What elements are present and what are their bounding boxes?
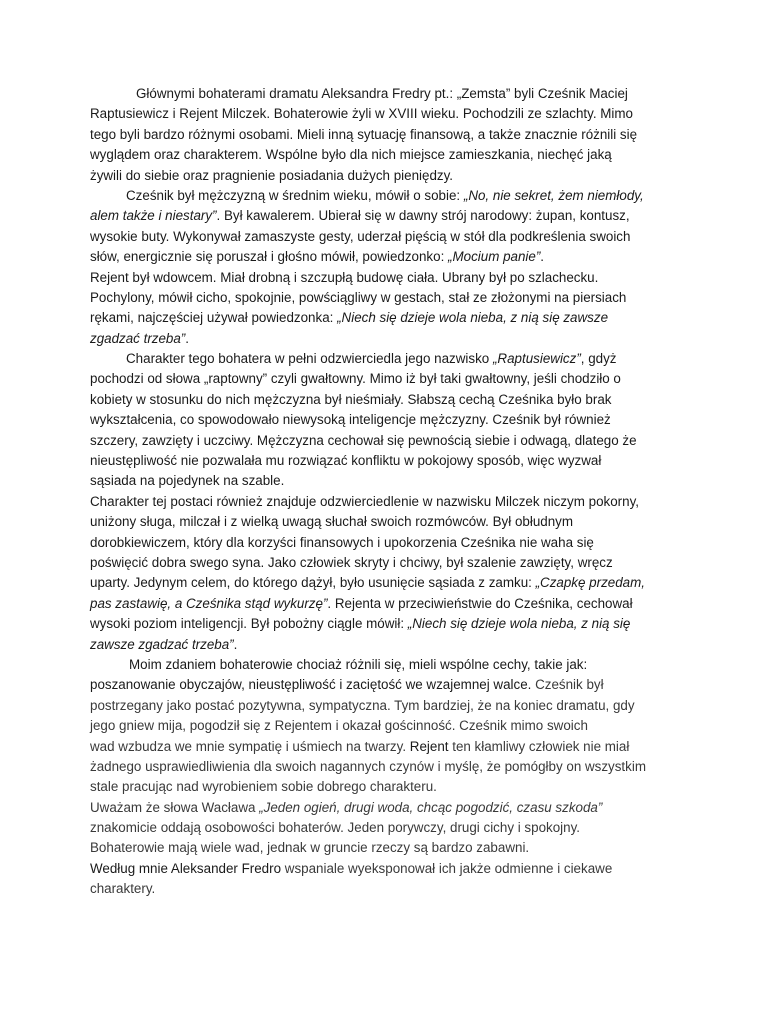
text-segment: „Mocium panie”: [448, 249, 541, 265]
text-line: [90, 798, 690, 818]
text-segment: „Niech się dzieje wola nieba, z nią się zawsze: [337, 310, 609, 326]
text-segment: wysoki poziom inteligencji. Był pobożny ciągle mówił:: [90, 616, 408, 632]
text-segment: .: [185, 330, 190, 346]
text-segment: pas zastawię, a Cześnika stąd wykurzę”: [90, 595, 328, 611]
text-segment: „No, nie sekret, żem niemłody,: [463, 187, 644, 203]
text-line: [90, 186, 690, 206]
text-line: [90, 247, 690, 267]
text-line: [90, 573, 690, 593]
text-segment: Charakter tej postaci również znajduje odzwierciedlenie w nazwisku Milczek niczym pokorny,: [90, 493, 639, 509]
text-segment: wyglądem oraz charakterem. Wspólne było dla nich miejsce zamieszkania, niechęć jaką: [90, 147, 612, 163]
text-line: [90, 655, 690, 675]
text-segment: Cześnik był mężczyzną w średnim wieku, mówił o sobie:: [126, 187, 464, 203]
text-line: [90, 675, 690, 695]
text-segment: jego gniew mija, pogodził się z Rejentem i okazał gościnność. Cześnik mimo swoich: [90, 718, 588, 734]
text-line: [90, 737, 690, 757]
text-segment: alem także i niestary”: [90, 208, 217, 224]
text-segment: stale pracując nad wyrobieniem sobie dobrego charakteru.: [90, 779, 437, 795]
text-segment: kobiety w stosunku do nich mężczyzna był nieśmiały. Słabszą cechą Cześnika było brak: [90, 391, 612, 407]
text-line: [90, 512, 690, 532]
text-segment: szczery, zawzięty i uczciwy. Mężczyzna cechował się pewnością siebie i odwagą, dlatego że: [90, 432, 637, 448]
text-segment: słów, energicznie się poruszał i głośno mówił, powiedzonko:: [90, 249, 449, 265]
text-segment: Według mnie Aleksander Fredro: [90, 860, 282, 876]
text-segment: wykształcenia, co spowodowało niewysoką inteligencje mężczyzny. Cześnik był również: [90, 412, 611, 428]
text-segment: Raptusiewicz i Rejent Milczek. Bohaterowie żyli w XVIII wieku. Pochodzili ze szlachty. Mimo: [90, 106, 634, 122]
text-line: [90, 125, 690, 145]
text-line: [90, 369, 690, 389]
text-segment: Bohaterowie mają wiele wad, jednak w gruncie rzeczy są bardzo zabawni.: [90, 840, 530, 856]
text-line: [90, 533, 690, 553]
text-line: [90, 716, 690, 736]
text-line: [90, 594, 690, 614]
text-segment: „Raptusiewicz”: [492, 351, 581, 367]
text-segment: rękami, najczęściej używał powiedzonka:: [90, 310, 338, 326]
text-line: [90, 410, 690, 430]
text-segment: dorobkiewiczem, który dla korzyści finansowych i upokorzenia Cześnika nie waha się: [90, 534, 594, 550]
text-line: [90, 308, 690, 328]
text-segment: Pochylony, mówił cicho, spokojnie, powściągliwy w gestach, stał ze złożonymi na piersiach: [90, 289, 627, 305]
text-line: [90, 818, 690, 838]
text-segment: Rejent był wdowcem. Miał drobną i szczupłą budowę ciała. Ubrany był po szlachecku.: [90, 269, 599, 285]
text-segment: . Rejenta w przeciwieństwie do Cześnika, cechował: [327, 595, 633, 611]
text-segment: wysokie buty. Wykonywał zamaszyste gesty, uderzał pięścią w stół dla podkreślenia swoich: [90, 228, 631, 244]
text-segment: wspaniale wyeksponował ich jakże odmienne i ciekawe: [281, 860, 613, 876]
text-line: [90, 84, 690, 104]
text-line: [90, 145, 690, 165]
text-segment: „Jeden ogień, drugi woda, chcąc pogodzić, czasu szkoda”: [259, 799, 603, 815]
text-line: [90, 838, 690, 858]
text-line: [90, 166, 690, 186]
text-segment: zgadzać trzeba”: [90, 330, 186, 346]
text-segment: uparty. Jedynym celem, do którego dążył, było usunięcie sąsiada z zamku:: [90, 575, 536, 591]
text-line: [90, 859, 690, 879]
text-segment: zawsze zgadzać trzeba”: [90, 636, 234, 652]
text-line: [90, 206, 690, 226]
text-segment: tego byli bardzo różnymi osobami. Mieli inną sytuację finansową, a także znacznie różnili się: [90, 126, 638, 142]
text-line: [90, 227, 690, 247]
text-line: [90, 635, 690, 655]
text-line: [90, 757, 690, 777]
text-line: [90, 431, 690, 451]
text-line: [90, 777, 690, 797]
text-segment: znakomicie oddają osobowości bohaterów. Jeden porywczy, drugi cichy i spokojny.: [90, 820, 581, 836]
text-segment: uniżony sługa, milczał i z wielką uwagą słuchał swoich rozmówców. Był obłudnym: [90, 514, 574, 530]
text-line: [90, 104, 690, 124]
text-segment: żywili do siebie oraz pragnienie posiadania dużych pieniędzy.: [90, 167, 454, 183]
text-segment: .: [233, 636, 238, 652]
text-segment: Rejent: [409, 738, 449, 754]
text-line: [90, 614, 690, 634]
text-line: [90, 288, 690, 308]
text-line: [90, 349, 690, 369]
text-segment: . Był kawalerem. Ubierał się w dawny strój narodowy: żupan, kontusz,: [216, 208, 630, 224]
text-segment: żadnego usprawiedliwienia dla swoich nagannych czynów i myślę, że pomógłby on wszystkim: [90, 758, 646, 774]
text-segment: „Niech się dzieje wola nieba, z nią się: [407, 616, 631, 632]
text-line: [90, 696, 690, 716]
text-segment: wad wzbudza we mnie sympatię i uśmiech na twarzy.: [90, 738, 410, 754]
text-line: [90, 451, 690, 471]
text-segment: ten kłamliwy człowiek nie miał: [448, 738, 630, 754]
text-line: [90, 390, 690, 410]
text-segment: Głównymi bohaterami dramatu Aleksandra Fredry pt.: „Zemsta” byli Cześnik Maciej: [136, 86, 628, 101]
text-line: [90, 329, 690, 349]
text-segment: Moim zdaniem bohaterowie chociaż różnili się, mieli wspólne cechy, takie jak:: [129, 656, 588, 672]
text-segment: „Czapkę przedam,: [535, 575, 645, 591]
essay-text: [90, 84, 690, 900]
text-line: [90, 268, 690, 288]
text-segment: , gdyż: [580, 351, 617, 367]
text-segment: Uważam że słowa Wacława: [90, 799, 260, 815]
text-segment: pochodzi od słowa „raptowny” czyli gwałtowny. Mimo iż był taki gwałtowny, jeśli chodziło o: [90, 371, 621, 387]
text-segment: sąsiada na pojedynek na szable.: [90, 473, 285, 489]
text-segment: .: [540, 249, 545, 265]
text-segment: nieustępliwość nie pozwalała mu rozwiązać konfliktu w pokojowy sposób, więc wyzwał: [90, 453, 602, 469]
text-segment: Cześnik był: [535, 677, 604, 693]
text-line: [90, 492, 690, 512]
text-line: [90, 471, 690, 491]
text-line: [90, 553, 690, 573]
text-segment: postrzegany jako postać pozytywna, sympatyczna. Tym bardziej, że na koniec dramatu, gdy: [90, 697, 635, 713]
text-segment: poszanowanie obyczajów, nieustępliwość i zaciętość we wzajemnej walce.: [90, 677, 536, 693]
text-segment: charaktery.: [90, 881, 156, 897]
text-line: [90, 879, 690, 899]
text-segment: Charakter tego bohatera w pełni odzwierciedla jego nazwisko: [126, 351, 493, 367]
text-segment: poświęcić dobra swego syna. Jako człowiek skryty i chciwy, był szalenie zawzięty, wręcz: [90, 554, 613, 570]
